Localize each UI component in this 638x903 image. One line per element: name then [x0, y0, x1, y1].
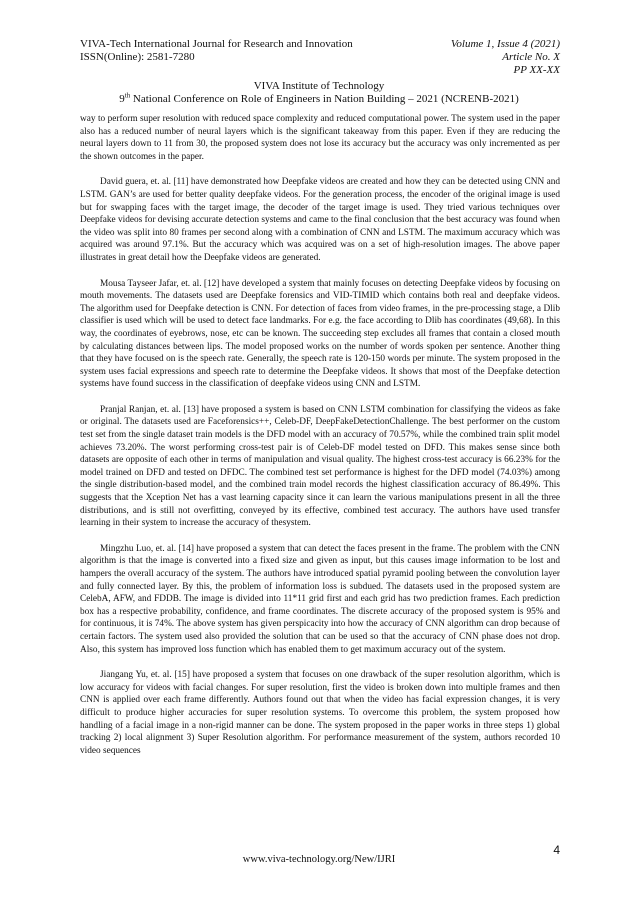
conf-ordinal: 9 [119, 93, 125, 105]
journal-header [80, 38, 353, 64]
issue-header [451, 38, 560, 77]
page-range: PP XX-XX [513, 64, 560, 76]
journal-name: VIVA-Tech International Journal for Research and Innovation [80, 38, 353, 50]
footer-url: www.viva-technology.org/New/IJRI [242, 854, 396, 865]
conf-ordinal-suffix: th [124, 91, 131, 100]
conf-title: National Conference on Role of Engineers in Nation Building – 2021 (NCRENB-2021) [130, 93, 519, 105]
paragraph-ref-12: Mousa Tayseer Jafar, et. al. [12] have developed a system that mainly focuses on detecting Deepfake videos by focusing on mouth movements. The datasets used are Deepfake forensics and VID-TIMID which contains both real and deepfake videos. The algorithm used for Deepfake detection is CNN. For detection of faces from video frames, in the pre-processing stage, a Dlib classifier is used which will be used to detect face landmarks. For e.g. the face according to Dlib has coordinates (49,68). In this way, the coordinates of eyebrows, nose, etc can be known. The succeeding step excludes all frames that contain a closed mouth by calculating distances between lips. The model proposed works on the number of words spoken per sentence. Another thing that they have focused on is the speech rate. Generally, the speech rate is 120-150 words per minute. The system proposed in the system uses facial expressions and speech rate to determine the Deepfake videos. It shows that most of the Deepfake detection systems have found success in the classification of deepfake videos using CNN and LSTM. [80, 278, 560, 390]
page-number: 4 [553, 843, 560, 857]
institute-name: VIVA Institute of Technology [253, 80, 385, 92]
conference-name [0, 93, 638, 106]
conference-header [0, 80, 638, 106]
body-text [80, 113, 560, 770]
issue-volume: Volume 1, Issue 4 (2021) [450, 38, 560, 50]
paragraph-continuation: way to perform super resolution with reduced space complexity and reduced computational power. The system used in the paper also has a reduced number of neural layers which is the significant takeaway from this paper. Even if they are reducing the neural layers down to 11 from 30, the proposed system does not lose its accuracy but the accuracy was only incremented as per the shown outcomes in the paper. [80, 114, 560, 162]
paragraph-ref-15: Jiangang Yu, et. al. [15] have proposed a system that focuses on one drawback of the super resolution algorithm, which is low accuracy for videos with facial changes. For super resolution, first the video is broken down into multiple frames and then CNN is applied over each frame differently. Authors found out that when the video has facial expression changes, it is very difficult to produce higher accuracies for super resolution systems. To overcome this problem, the system proposed how handling of a facial image in a non-rigid manner can be done. The system proposed in the paper works in three steps 1) global tracking 2) local alignment 3) Super Resolution algorithm. For performance measurement of the system, authors recorded 10 video sequences [80, 670, 560, 756]
article-number: Article No. X [502, 51, 560, 63]
paragraph-ref-11: David guera, et. al. [11] have demonstrated how Deepfake videos are created and how they can be detected using CNN and LSTM. GAN’s are used for better quality deepfake videos. For the generation process, the encoder of the original image is used but for swapping faces with the target image, the decoder of the target image is used. They tried various techniques over Deepfake videos for devising accurate detection systems and came to the final conclusion that the best accuracy was found when the video was split into 80 frames per second along with a combination of CNN and LSTM. The maximum accuracy which was acquired was around 97.1%. But the accuracy which was acquired was on a set of high-resolution images. The above paper illustrates in great detail how the Deepfake videos are generated. [80, 177, 560, 263]
journal-issn: ISSN(Online): 2581-7280 [80, 51, 195, 63]
paragraph-ref-14: Mingzhu Luo, et. al. [14] have proposed a system that can detect the faces present in the frame. The problem with the CNN algorithm is that the image is converted into a fixed size and given as input, but this causes image information to be lost and hampers the overall accuracy of the system. The authors have introduced spatial pyramid pooling between the convolution layer and fully connected layer. By this, the problem of information loss is subdued. The datasets used in the proposed system are CelebA, AFW, and FDDB. The image is divided into 11*11 grid first and each grid has two prediction frames. Each prediction box has a respective probability, confidence, and frame coordinates. The discrete accuracy of the proposed system is 95% and for continuous, it is 74%. The above system has given perspicacity into how the accuracy of CNN algorithm can drop because of certain factors. The system used also provided the solution that can be used so that the accuracy of CNN phase does not drop. Also, this system has improved loss function which has enabled them to get maximum accuracy out of the system. [80, 543, 560, 655]
paragraph-ref-13: Pranjal Ranjan, et. al. [13] have proposed a system is based on CNN LSTM combination for classifying the videos as fake or original. The datasets used are Faceforensics++, Celeb-DF, DeepFakeDetectionChallenge. The best performer on the custom test set from the single dataset train models is the DFD model with an accuracy of 70.57%, while the combined train split model achieves 73.20%. The worst performing cross-test pair is of Celeb-DF model tested on DFD. This makes sense since both datasets are opposite of each other in terms of manipulation and visual quality. The highest cross-test accuracy is 66.23% for the model trained on DFD and tested on DFDC. The combined test set performance is highest for the DFD model (74.03%) among the single distribution-based model, and the combined train model records the highest classification accuracy of 86.49%. This suggests that the Xception Net has a vast learning capacity since it can learn the various manipulations present in all the three distributions, and is still not overfitting, conveyed by its effective, combined test accuracy. The authors have used transfer learning in their system to increase the accuracy of thesystem. [80, 404, 560, 529]
